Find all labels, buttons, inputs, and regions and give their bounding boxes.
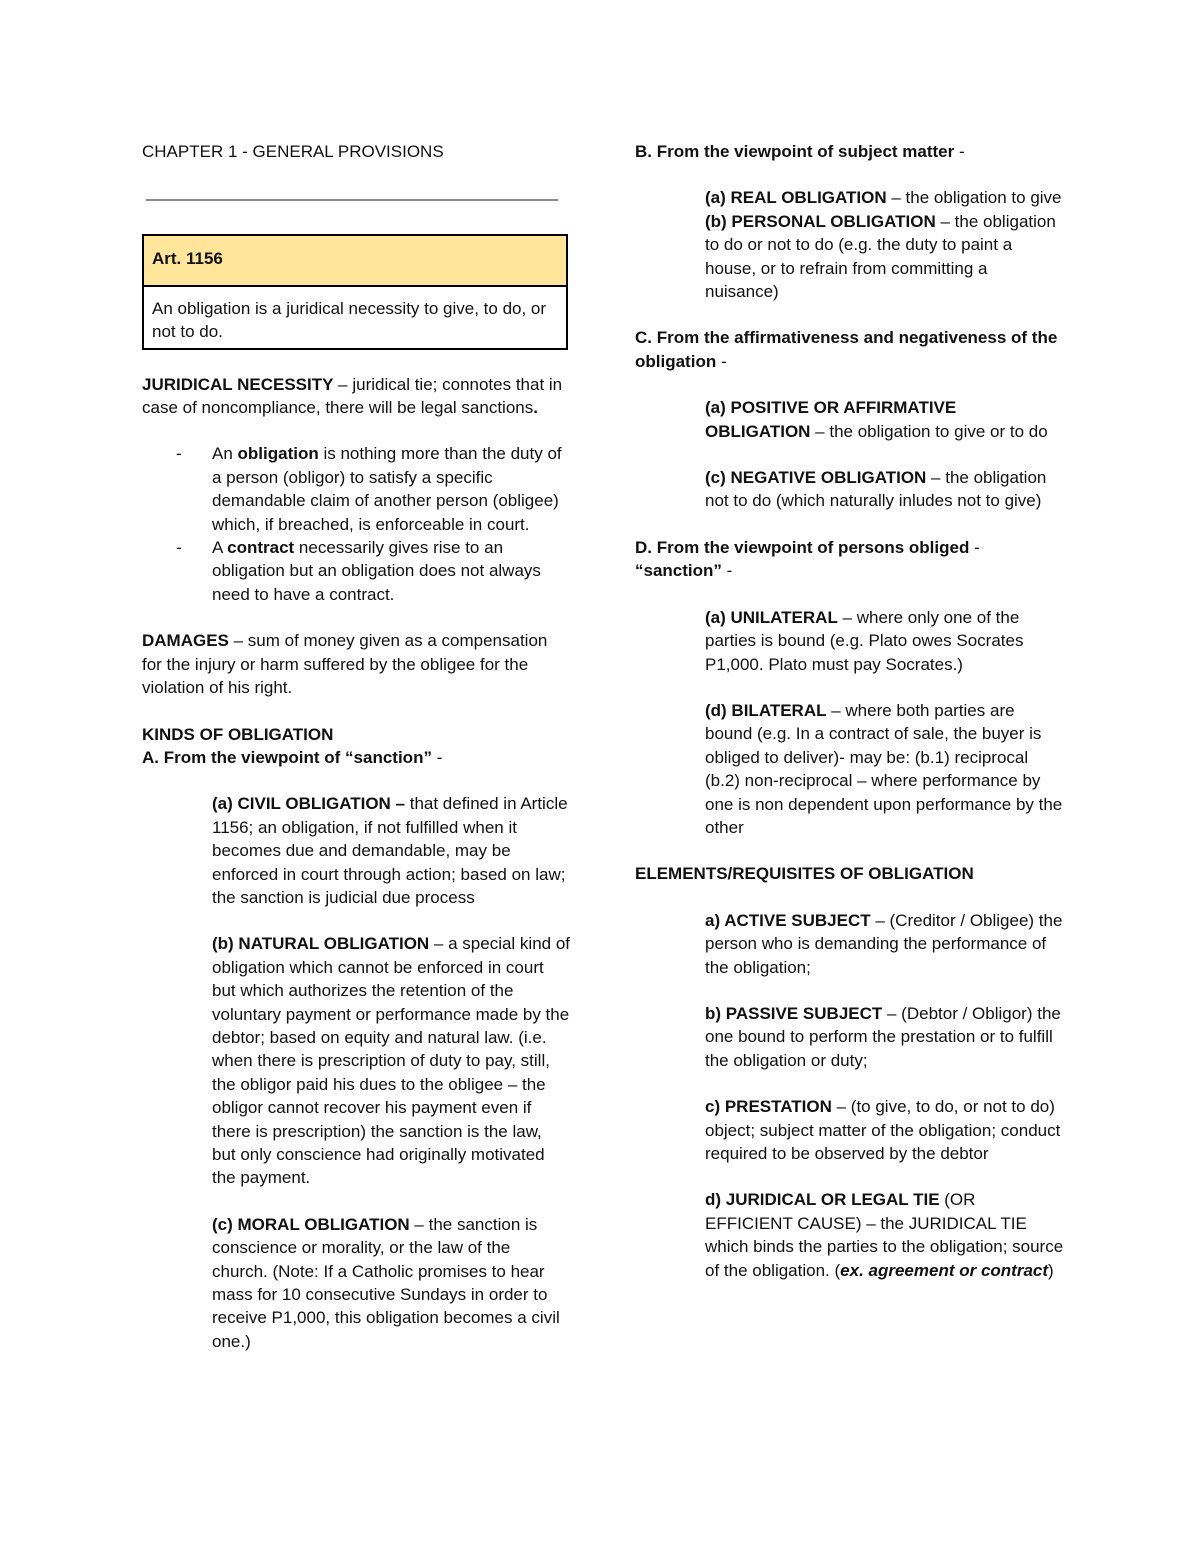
section-b-heading (635, 140, 1065, 163)
active-subject-text: – (Creditor / Obligee) the person who is demanding the performance of the obligation; (705, 910, 1063, 977)
bullet-bold: obligation (237, 444, 319, 464)
personal-obligation-text: – the obligation to do or not to do (e.g. the duty to paint a house, or to refrain from committing a nuisance) (705, 211, 1056, 302)
prestation-text: – (to give, to do, or not to do) object; subject matter of the obligation; conduct required to be observed by the debtor (705, 1097, 1061, 1163)
kinds-heading (142, 723, 570, 746)
article-label: Art. 1156 (144, 236, 566, 286)
elements-heading-text: ELEMENTS/REQUISITES OF OBLIGATION (635, 864, 974, 884)
section-b-text: B. From the viewpoint of subject matter (635, 142, 955, 161)
active-subject-term: a) ACTIVE SUBJECT (705, 910, 871, 930)
left-column (142, 140, 570, 1353)
juridical-tie-term: d) JURIDICAL OR LEGAL TIE (705, 1190, 940, 1210)
bilateral-term: (d) BILATERAL (705, 700, 827, 720)
damages-paragraph (142, 629, 570, 699)
moral-obligation-paragraph (142, 1213, 570, 1353)
section-c-dash: - (716, 351, 727, 371)
bullet-text: A (212, 538, 228, 558)
bullet-text: necessarily gives rise to an obligation but an obligation does not always need to have a contract. (212, 538, 541, 604)
section-d-text: D. From the viewpoint of persons obliged (635, 537, 970, 557)
moral-obligation-term: (c) MORAL OBLIGATION (212, 1214, 410, 1234)
damages-term: DAMAGES (142, 631, 229, 651)
juridical-tie-example: ex. agreement or contract (840, 1260, 1049, 1280)
section-a-text: A. From the viewpoint of “sanction” (142, 747, 432, 767)
real-obligation-text: – the obligation to give (886, 188, 1062, 208)
section-d-heading (635, 536, 1065, 583)
section-d-dash: - (969, 537, 980, 557)
right-column (635, 140, 1065, 1282)
juridical-tie-paragraph (635, 1188, 1065, 1282)
positive-obligation-text: – the obligation to give or to do (810, 421, 1048, 441)
moral-obligation-text: – the sanction is conscience or morality, or the law of the church. (Note: If a Catholic promises to hear mass for 10 consecutive Sundays in order to receive P1,000, this obligation becomes a civil one.) (212, 1214, 560, 1351)
unilateral-text: – where only one of the parties is bound (e.g. Plato owes Socrates P1,000. Plato must pay Socrates.) (705, 607, 1024, 674)
civil-obligation-text: that defined in Article 1156; an obligation, if not fulfilled when it becomes due and demandable, may be enforced in court through action; based on law; the sanction is judicial due process (212, 794, 568, 907)
juridical-tie-end: ) (1048, 1260, 1054, 1280)
damages-text: – sum of money given as a compensation for the injury or harm suffered by the obligee for the violation of his right. (142, 631, 548, 698)
negative-obligation-term: (c) NEGATIVE OBLIGATION (705, 468, 927, 488)
list-item (142, 442, 570, 536)
prestation-paragraph (635, 1095, 1065, 1165)
section-a-dash: - (431, 747, 443, 767)
negative-obligation-text: – the obligation not to do (which naturally inludes not to give) (705, 468, 1047, 511)
juridical-tie-text: (OR EFFICIENT CAUSE) – the JURIDICAL TIE which binds the parties to the obligation; source of the obligation. ( (705, 1190, 1064, 1280)
obligation-bullet-list (142, 442, 570, 606)
juridical-necessity-text: – juridical tie; connotes that in case of noncompliance, there will be legal sanctions (142, 374, 563, 418)
personal-obligation-term: (b) PERSONAL OBLIGATION (705, 211, 936, 231)
negative-obligation-paragraph (635, 466, 1065, 513)
bullet-text: is nothing more than the duty of a person (obligor) to satisfy a specific demandable claim of another person (obligee) which, if breached, is enforceable in court. (212, 444, 562, 534)
unilateral-paragraph (635, 606, 1065, 676)
bullet-dash: - (176, 538, 182, 558)
section-d-sanction: “sanction” (635, 561, 722, 581)
bullet-text: An (212, 444, 238, 464)
natural-obligation-term: (b) NATURAL OBLIGATION (212, 934, 430, 954)
passive-subject-paragraph (635, 1002, 1065, 1072)
real-obligation-paragraph (635, 186, 1065, 209)
juridical-necessity-term: JURIDICAL NECESSITY (142, 374, 334, 394)
section-d-sanction-dash: - (721, 561, 733, 581)
list-item (142, 536, 570, 606)
section-b-dash: - (954, 142, 965, 161)
personal-obligation-paragraph (635, 210, 1065, 304)
natural-obligation-text: – a special kind of obligation which cannot be enforced in court but which authorizes the retention of the voluntary payment or performance made by the debtor; based on equity and natural law. (i.e. when there is prescription of duty to pay, still, the obligor paid his dues to the obligee – the obligor cannot recover his payment even if there is prescription) the sanction is the law, but only conscience had originally motivated the payment. (212, 934, 571, 1188)
juridical-necessity-end: . (533, 398, 538, 418)
bilateral-text: – where both parties are bound (e.g. In a contract of sale, the buyer is obliged to deliver)- may be: (b.1) reciprocal (b.2) non-reciprocal – where performance by one is non dependent upon performance by the other (705, 700, 1063, 837)
bilateral-paragraph (635, 699, 1065, 839)
kinds-heading-text: KINDS OF OBLIGATION (142, 724, 334, 744)
passive-subject-term: b) PASSIVE SUBJECT (705, 1003, 883, 1023)
section-a-heading (142, 746, 570, 769)
horizontal-rule (146, 199, 558, 201)
chapter-title: CHAPTER 1 - GENERAL PROVISIONS (142, 142, 444, 161)
prestation-term: c) PRESTATION (705, 1097, 832, 1117)
civil-obligation-paragraph (142, 792, 570, 909)
natural-obligation-paragraph (142, 932, 570, 1189)
juridical-necessity-paragraph (142, 373, 570, 420)
article-box (142, 234, 568, 349)
section-c-heading (635, 326, 1065, 373)
section-c-text: C. From the affirmativeness and negativeness of the obligation (635, 328, 1058, 371)
civil-obligation-term: (a) CIVIL OBLIGATION – (212, 794, 405, 814)
elements-heading (635, 862, 1065, 885)
real-obligation-term: (a) REAL OBLIGATION (705, 188, 887, 208)
bullet-bold: contract (227, 538, 295, 558)
positive-obligation-paragraph (635, 396, 1065, 443)
active-subject-paragraph (635, 909, 1065, 979)
unilateral-term: (a) UNILATERAL (705, 607, 838, 627)
article-text: An obligation is a juridical necessity to give, to do, or not to do. (152, 298, 547, 342)
passive-subject-text: – (Debtor / Obligor) the one bound to perform the prestation or to fulfill the obligation or duty; (705, 1003, 1061, 1070)
bullet-dash: - (176, 444, 182, 464)
positive-obligation-term: (a) POSITIVE OR AFFIRMATIVE OBLIGATION (705, 398, 957, 441)
